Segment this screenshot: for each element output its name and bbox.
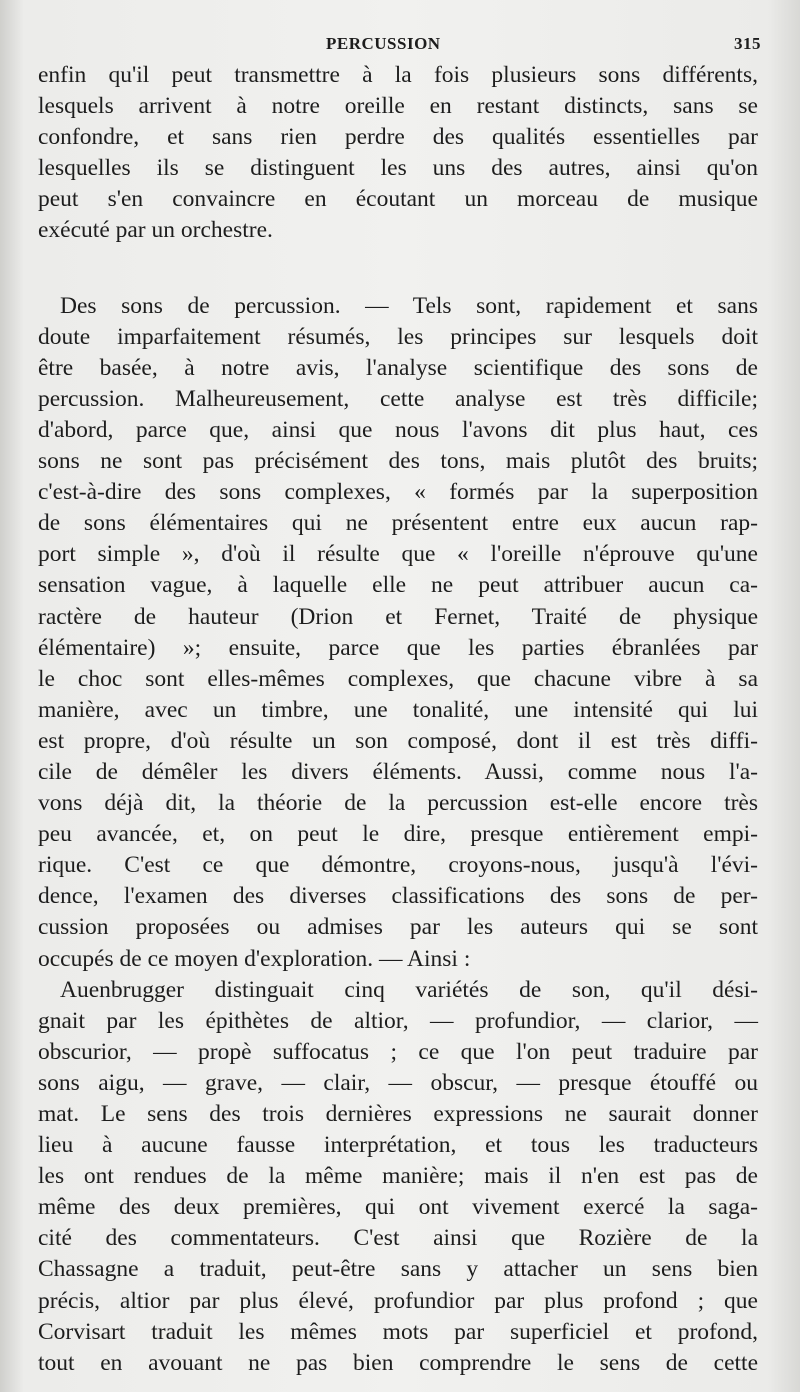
text-line: ractère de hauteur (Drion et Fernet, Traité de physique [38,603,758,630]
text-line: cile de démêler les divers éléments. Aussi, comme nous l'a- [38,758,758,785]
text-line: peut s'en convaincre en écoutant un morceau de musique [38,186,758,213]
text-line: c'est-à-dire des sons complexes, « formés par la superposition [38,479,758,506]
text-line: vons déjà dit, la théorie de la percussion est-elle encore très [38,790,758,817]
text-line: lesquelles ils se distinguent les uns des autres, ainsi qu'on [38,155,758,182]
text-line: confondre, et sans rien perdre des qualités essentielles par [38,124,758,151]
text-line: Corvisart traduit les mêmes mots par superficiel et profond, [38,1318,758,1345]
paragraph-1 [38,60,758,247]
header-title: PERCUSSION [326,34,441,53]
text-line: élémentaire) »; ensuite, parce que les parties ébranlées par [38,634,758,661]
running-header [38,30,761,60]
page-number: 315 [734,34,761,53]
text-line: mat. Le sens des trois dernières expressions ne saurait donner [38,1101,758,1127]
text-line: gnait par les épithètes de altior, — profundior, — clarior, — [38,1007,758,1034]
text-line: le choc sont elles-mêmes complexes, que chacune vibre à sa [38,665,758,692]
text-line: occupés de ce moyen d'exploration. — Ainsi : [38,945,471,972]
text-line: sons ne sont pas précisément des tons, mais plutôt des bruits; [38,448,758,475]
text-line: sensation vague, à laquelle elle ne peut attribuer aucun ca- [38,572,758,599]
text-line: Auenbrugger distinguait cinq variétés de son, qu'il dési- [60,976,758,1003]
text-line: tout en avouant ne pas bien comprendre le sens de cette [38,1349,758,1376]
text-line: d'abord, parce que, ainsi que nous l'avons dit plus haut, ces [38,416,758,443]
text-line: lesquels arrivent à notre oreille en restant distincts, sans se [38,93,758,120]
text-line: lieu à aucune fausse interprétation, et tous les traducteurs [38,1132,758,1159]
text-line: exécuté par un orchestre. [38,217,273,244]
text-line: manière, avec un timbre, une tonalité, une intensité qui lui [38,696,758,723]
text-line: est propre, d'où résulte un son composé, dont il est très diffi- [38,727,758,754]
text-line: précis, altior par plus élevé, profundior par plus profond ; que [38,1287,758,1314]
paragraph-2 [38,291,758,975]
text-line: les ont rendues de la même manière; mais il n'en est pas de [38,1163,758,1190]
text-line: peu avancée, et, on peut le dire, presque entièrement empi- [38,821,758,848]
text-line: port simple », d'où il résulte que « l'oreille n'éprouve qu'une [38,541,758,568]
text-line: Chassagne a traduit, peut-être sans y attacher un sens bien [38,1256,758,1283]
text-line: rique. C'est ce que démontre, croyons-nous, jusqu'à l'évi- [38,852,758,879]
text-line: enfin qu'il peut transmettre à la fois plusieurs sons différents, [38,62,758,88]
text-line: Des sons de percussion. — Tels sont, rapidement et sans [60,292,758,319]
text-line: percussion. Malheureusement, cette analyse est très difficile; [38,385,758,412]
text-line: obscurior, — propè suffocatus ; ce que l'on peut traduire par [38,1038,758,1065]
text-line: cité des commentateurs. C'est ainsi que Rozière de la [38,1225,758,1252]
text-line: même des deux premières, qui ont vivement exercé la saga- [38,1194,758,1221]
text-line: dence, l'examen des diverses classifications des sons de per- [38,883,758,910]
text-line: sons aigu, — grave, — clair, — obscur, — presque étouffé ou [38,1069,758,1096]
text-line: de sons élémentaires qui ne présentent entre eux aucun rap- [38,510,758,537]
text-line: être basée, à notre avis, l'analyse scientifique des sons de [38,354,758,381]
paragraph-3 [38,975,758,1379]
text-line: cussion proposées ou admises par les auteurs qui se sont [38,914,758,941]
text-line: doute imparfaitement résumés, les principes sur lesquels doit [38,323,758,350]
